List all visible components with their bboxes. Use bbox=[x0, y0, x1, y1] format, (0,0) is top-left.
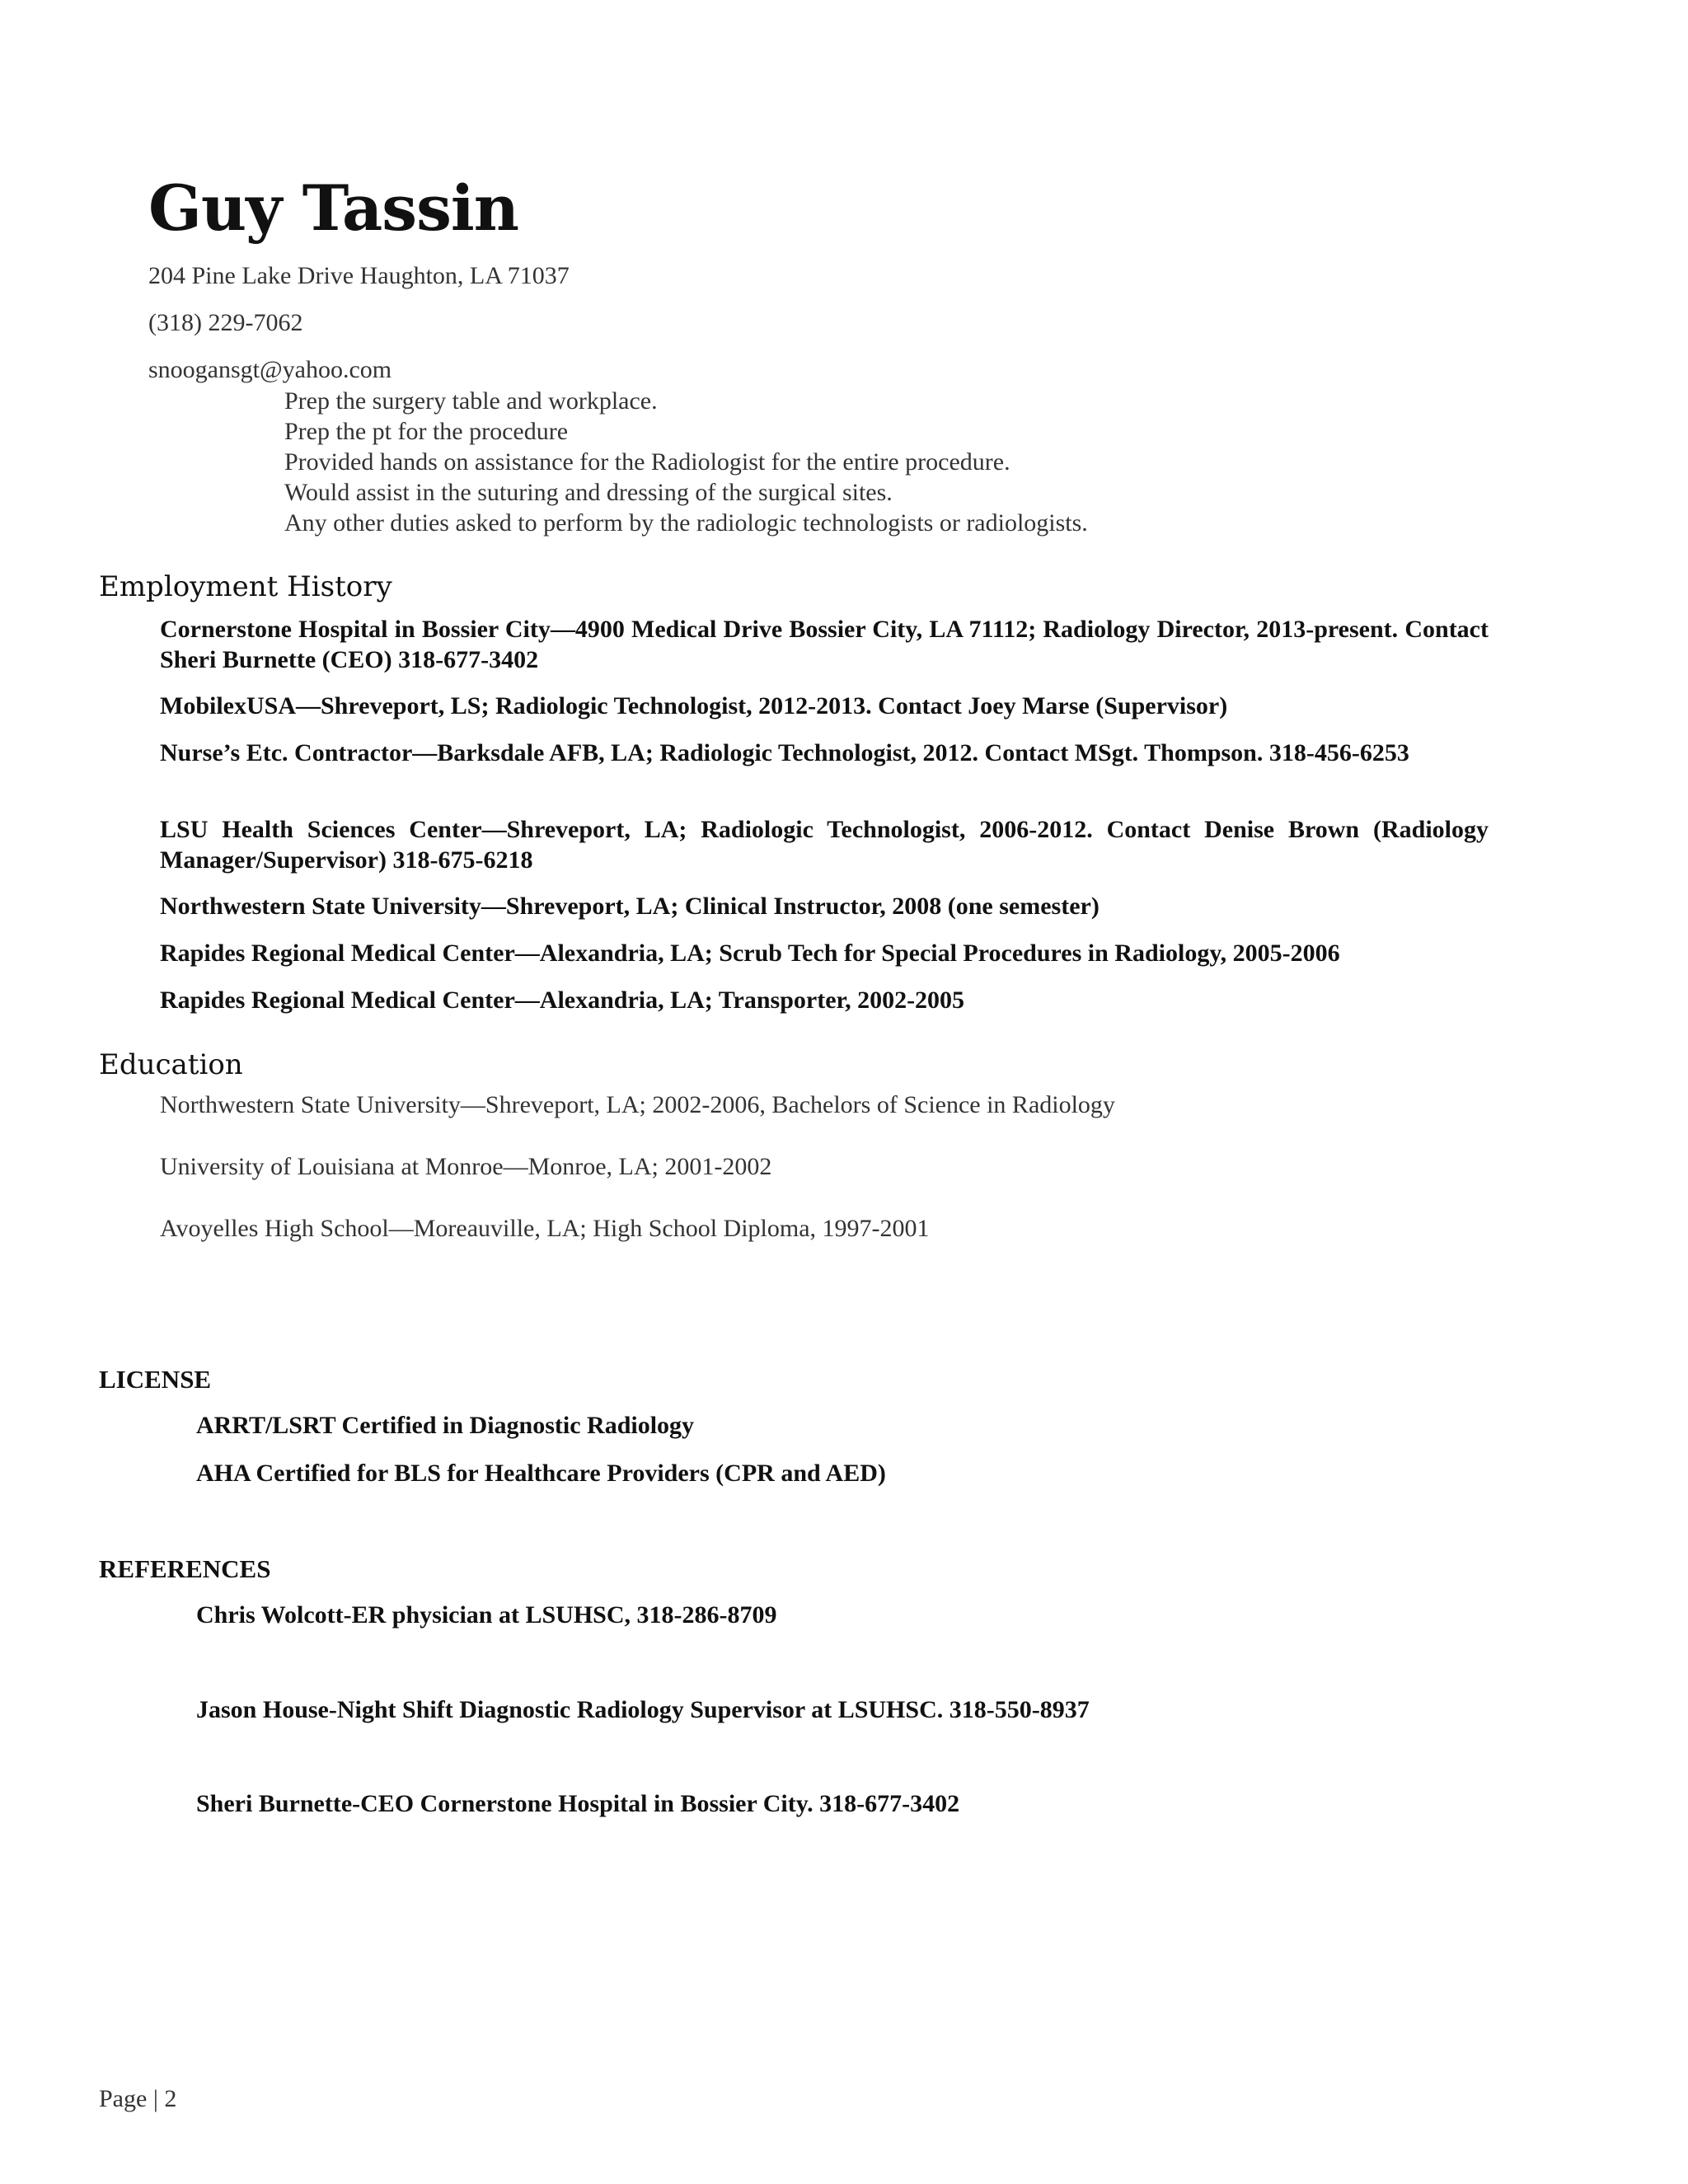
page-number: Page | 2 bbox=[99, 2085, 177, 2112]
license-heading: LICENSE bbox=[99, 1365, 212, 1394]
duty-item: Prep the surgery table and workplace. bbox=[284, 387, 658, 415]
duty-item: Would assist in the suturing and dressing of the surgical sites. bbox=[284, 479, 893, 506]
education-entry: University of Louisiana at Monroe—Monroe, LA; 2001-2002 bbox=[160, 1153, 772, 1180]
candidate-name: Guy Tassin bbox=[148, 171, 519, 245]
duty-item: Provided hands on assistance for the Radiologist for the entire procedure. bbox=[284, 448, 1010, 476]
address: 204 Pine Lake Drive Haughton, LA 71037 bbox=[148, 262, 570, 289]
job-entry: LSU Health Sciences Center—Shreveport, LA; Radiologic Technologist, 2006-2012. Contact Denise Brown (Radiology Manager/Supervisor) 318-675-6218 bbox=[160, 816, 1489, 874]
reference-item: Sheri Burnette-CEO Cornerstone Hospital in Bossier City. 318-677-3402 bbox=[196, 1790, 960, 1817]
education-entry: Northwestern State University—Shreveport, LA; 2002-2006, Bachelors of Science in Radiology bbox=[160, 1091, 1115, 1118]
reference-item: Jason House-Night Shift Diagnostic Radiology Supervisor at LSUHSC. 318-550-8937 bbox=[196, 1696, 1090, 1723]
license-item: AHA Certified for BLS for Healthcare Providers (CPR and AED) bbox=[196, 1460, 886, 1487]
job-entry: MobilexUSA—Shreveport, LS; Radiologic Technologist, 2012-2013. Contact Joey Marse (Supervisor) bbox=[160, 692, 1228, 719]
job-entry: Rapides Regional Medical Center—Alexandria, LA; Scrub Tech for Special Procedures in Radiology, 2005-2006 bbox=[160, 940, 1340, 967]
job-entry: Northwestern State University—Shreveport, LA; Clinical Instructor, 2008 (one semester) bbox=[160, 893, 1100, 920]
duty-item: Any other duties asked to perform by the radiologic technologists or radiologists. bbox=[284, 509, 1088, 537]
job-entry: Rapides Regional Medical Center—Alexandria, LA; Transporter, 2002-2005 bbox=[160, 987, 965, 1014]
references-heading: REFERENCES bbox=[99, 1554, 271, 1583]
email: snoogansgt@yahoo.com bbox=[148, 356, 392, 383]
phone: (318) 229-7062 bbox=[148, 309, 303, 336]
job-entry: Nurse’s Etc. Contractor—Barksdale AFB, LA; Radiologic Technologist, 2012. Contact MSgt. Thompson. 318-456-6253 bbox=[160, 739, 1409, 766]
duty-item: Prep the pt for the procedure bbox=[284, 418, 569, 445]
license-item: ARRT/LSRT Certified in Diagnostic Radiology bbox=[196, 1412, 695, 1439]
reference-item: Chris Wolcott-ER physician at LSUHSC, 318-286-8709 bbox=[196, 1601, 777, 1629]
education-heading: Education bbox=[99, 1048, 243, 1081]
education-entry: Avoyelles High School—Moreauville, LA; High School Diploma, 1997-2001 bbox=[160, 1215, 930, 1242]
employment-heading: Employment History bbox=[99, 570, 392, 603]
job-entry: Cornerstone Hospital in Bossier City—4900 Medical Drive Bossier City, LA 71112; Radiology Director, 2013-present. Contact Sheri Burnette (CEO) 318-677-3402 bbox=[160, 616, 1489, 673]
